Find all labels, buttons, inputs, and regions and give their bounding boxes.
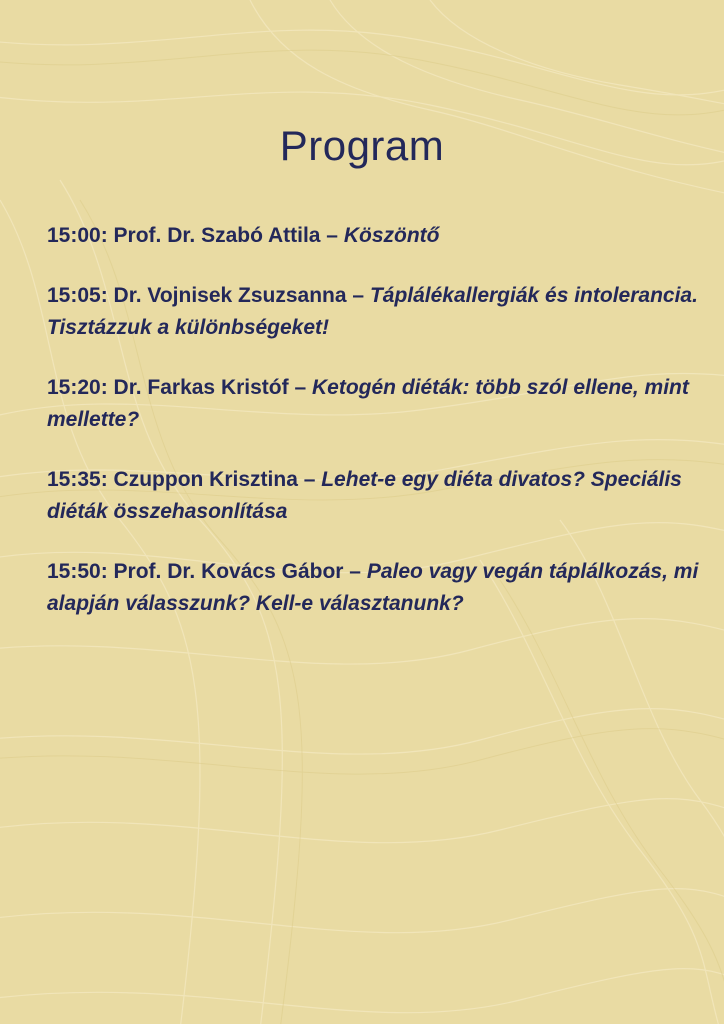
program-speaker: Czuppon Krisztina – (113, 468, 316, 491)
program-title: Táplálékallergiák és intolerancia. Tisztázzuk a különbségeket! (47, 284, 698, 339)
program-time: 15:20: (47, 376, 108, 399)
program-time: 15:35: (47, 468, 108, 491)
program-title: Lehet-e egy diéta divatos? Speciális diéták összehasonlítása (47, 468, 682, 523)
program-item (47, 372, 707, 436)
program-item (47, 220, 707, 252)
page-title: Program (279, 122, 445, 169)
program-speaker: Dr. Vojnisek Zsuzsanna – (113, 284, 365, 307)
program-list (47, 220, 707, 648)
program-item (47, 280, 707, 344)
program-title: Paleo vagy vegán táplálkozás, mi alapján válasszunk? Kell-e választanunk? (47, 560, 699, 615)
program-time: 15:00: (47, 224, 108, 247)
program-time: 15:50: (47, 560, 108, 583)
program-item (47, 464, 707, 528)
program-item (47, 556, 707, 620)
program-title: Ketogén diéták: több szól ellene, mint mellette? (47, 376, 689, 431)
program-speaker: Dr. Farkas Kristóf – (113, 376, 307, 399)
program-title: Köszöntő (343, 224, 440, 247)
program-speaker: Prof. Dr. Szabó Attila – (113, 224, 338, 247)
program-time: 15:05: (47, 284, 108, 307)
program-speaker: Prof. Dr. Kovács Gábor – (113, 560, 361, 583)
